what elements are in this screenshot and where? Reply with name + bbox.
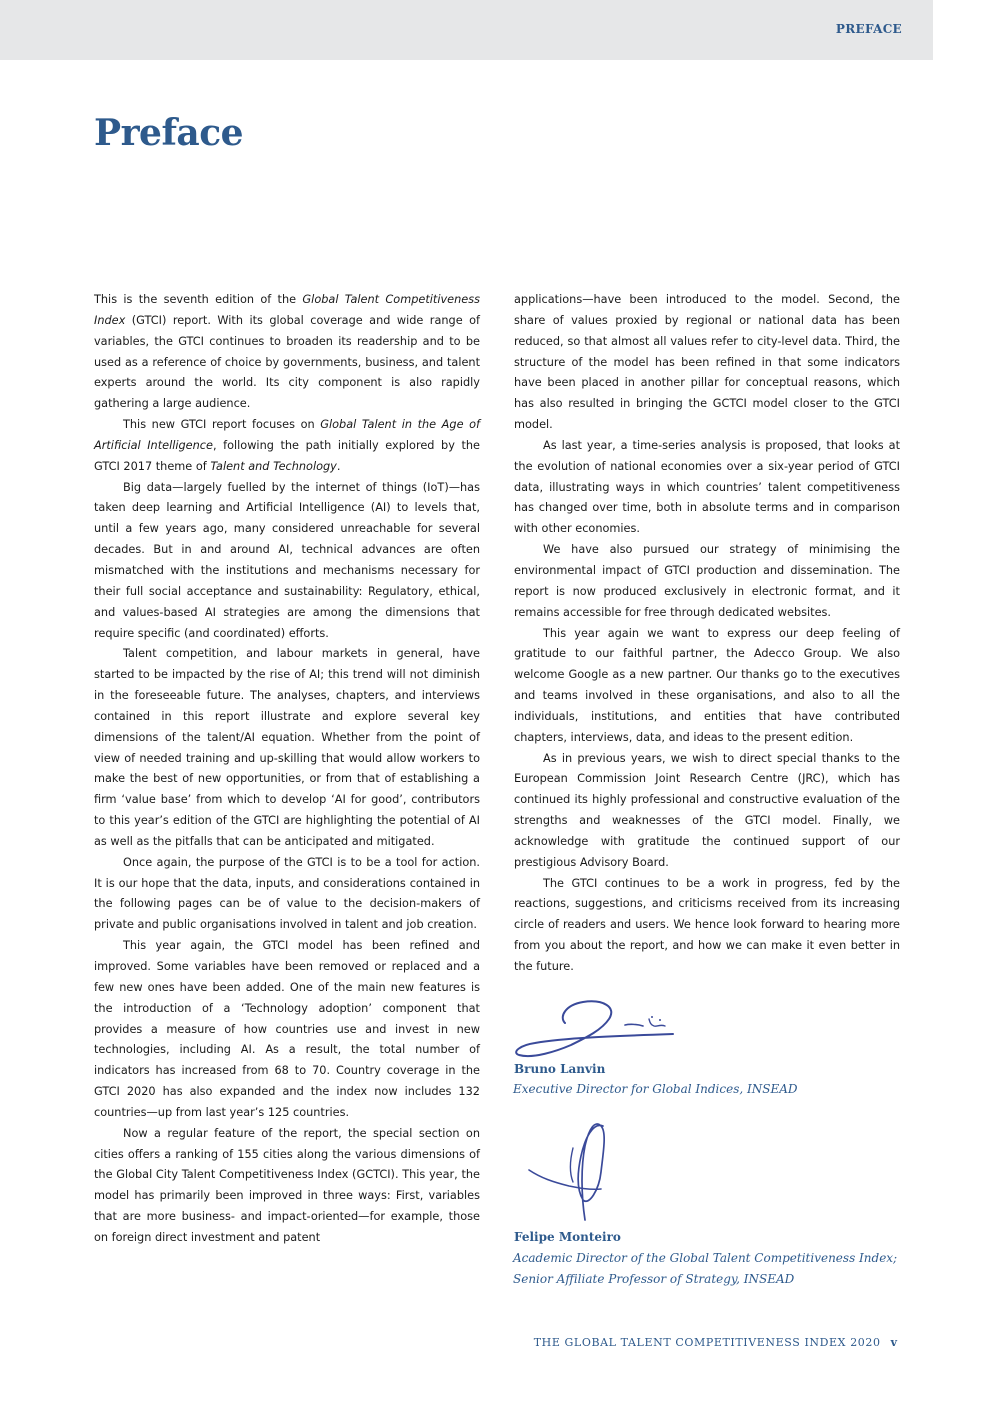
paragraph: This new GTCI report focuses on Global Talent in the Age of Artificial Intelligence, following the path initially explored by the GTCI 2017 theme of Talent and Technology. [94, 418, 480, 473]
signer-role: Academic Director of the Global Talent Competitiveness Index; [513, 1251, 898, 1265]
signature-lanvin [513, 995, 683, 1060]
publication-name: THE GLOBAL TALENT COMPETITIVENESS INDEX 2020 [533, 1336, 881, 1349]
paragraph: The GTCI continues to be a work in progress, fed by the reactions, suggestions, and criticisms received from its increasing circle of readers and users. We hence look forward to hearing more from you about the report, and how we can make it even better in the future. [514, 876, 900, 973]
signer-role: Senior Affiliate Professor of Strategy, INSEAD [513, 1272, 795, 1286]
paragraph: This year again, the GTCI model has been refined and improved. Some variables have been removed or replaced and a few new ones have been added. One of the main new features is the introduction of a ‘Technology adoption’ component that provides a measure of how countries use and invest in new technologies, including AI. As a result, the total number of indicators has increased from 68 to 70. Country coverage in the GTCI 2020 has also expanded and the index now includes 132 countries—up from last year’s 125 countries. [94, 939, 480, 1119]
left-column [94, 290, 480, 1249]
right-column [514, 290, 900, 978]
paragraph: As in previous years, we wish to direct special thanks to the European Commission Joint Research Centre (JRC), which has continued its highly professional and constructive evaluation of the strengths and weaknesses of the GTCI model. Finally, we acknowledge with gratitude the continued support of our prestigious Advisory Board. [514, 751, 900, 869]
paragraph: Talent competition, and labour markets in general, have started to be impacted by the rise of AI; this trend will not diminish in the foreseeable future. The analyses, chapters, and interviews contained in this report illustrate and explore several key dimensions of the talent/AI equation. Whether from the point of view of needed training and up-skilling that would allow workers to make the best of new opportunities, or from that of establishing a firm ‘value base’ from which to develop ‘AI for good’, contributors to this year’s edition of the GTCI are highlighting the potential of AI as well as the pitfalls that can be anticipated and mitigated. [94, 647, 480, 848]
signer-role: Executive Director for Global Indices, INSEAD [513, 1082, 798, 1096]
publication-title: Global Talent Competitiveness Index [94, 293, 480, 327]
paragraph: Big data—largely fuelled by the internet of things (IoT)—has taken deep learning and Artificial Intelligence (AI) to levels that, until a few years ago, many considered unreachable for several decades. But in and around AI, technical advances are often mismatched with the institutions and mechanisms necessary for their full social acceptance and sustainability: Regulatory, ethical, and values-based AI strategies are among the dimensions that require specific (and coordinated) efforts. [94, 480, 480, 640]
report-theme: Global Talent in the Age of Artificial Intelligence [94, 418, 480, 452]
header-band [0, 0, 933, 60]
paragraph: We have also pursued our strategy of minimising the environmental impact of GTCI production and dissemination. The report is now produced exclusively in electronic format, and it remains accessible for free through dedicated websites. [514, 543, 900, 619]
section-label: PREFACE [835, 22, 902, 36]
page-title: Preface [94, 112, 244, 154]
signer-name: Bruno Lanvin [514, 1062, 606, 1076]
paragraph: Now a regular feature of the report, the special section on cities offers a ranking of 155 cities along the various dimensions of the Global City Talent Competitiveness Index (GCTCI). This year, the model has primarily been improved in three ways: First, variables that are more business- and impact-oriented—for example, those on foreign direct investment and patent [94, 1126, 480, 1244]
paragraph: Once again, the purpose of the GTCI is to be a tool for action. It is our hope that the data, inputs, and considerations contained in the following pages can be of value to the decision-makers of private and public organisations involved in talent and job creation. [94, 855, 480, 932]
signature-monteiro [513, 1118, 633, 1223]
past-theme: Talent and Technology [210, 459, 337, 473]
page-footer [534, 1336, 897, 1349]
paragraph: This year again we want to express our deep feeling of gratitude to our faithful partner, the Adecco Group. We also welcome Google as a new partner. Our thanks go to the executives and teams involved in these organisations, and also to all the individuals, institutions, and entities that have contributed chapters, interviews, data, and ideas to the present edition. [514, 626, 900, 744]
page-number: v [890, 1336, 897, 1349]
signer-name: Felipe Monteiro [514, 1230, 621, 1244]
paragraph: applications—have been introduced to the model. Second, the share of values proxied by regional or national data has been reduced, so that almost all values refer to city-level data. Third, the structure of the model has been refined in that some indicators have been placed in another pillar for conceptual reasons, which has also resulted in bringing the GCTCI model closer to the GTCI model. [514, 293, 900, 432]
paragraph: As last year, a time-series analysis is proposed, that looks at the evolution of national economies over a six-year period of GTCI data, illustrating ways in which countries’ talent competitiveness has changed over time, both in absolute terms and in comparison with other economies. [514, 438, 900, 536]
paragraph: This is the seventh edition of the Global Talent Competitiveness Index (GTCI) report. With its global coverage and wide range of variables, the GTCI continues to broaden its readership and to be used as a reference of choice by governments, business, and talent experts around the world. Its city component is also rapidly gathering a large audience. [94, 293, 480, 411]
